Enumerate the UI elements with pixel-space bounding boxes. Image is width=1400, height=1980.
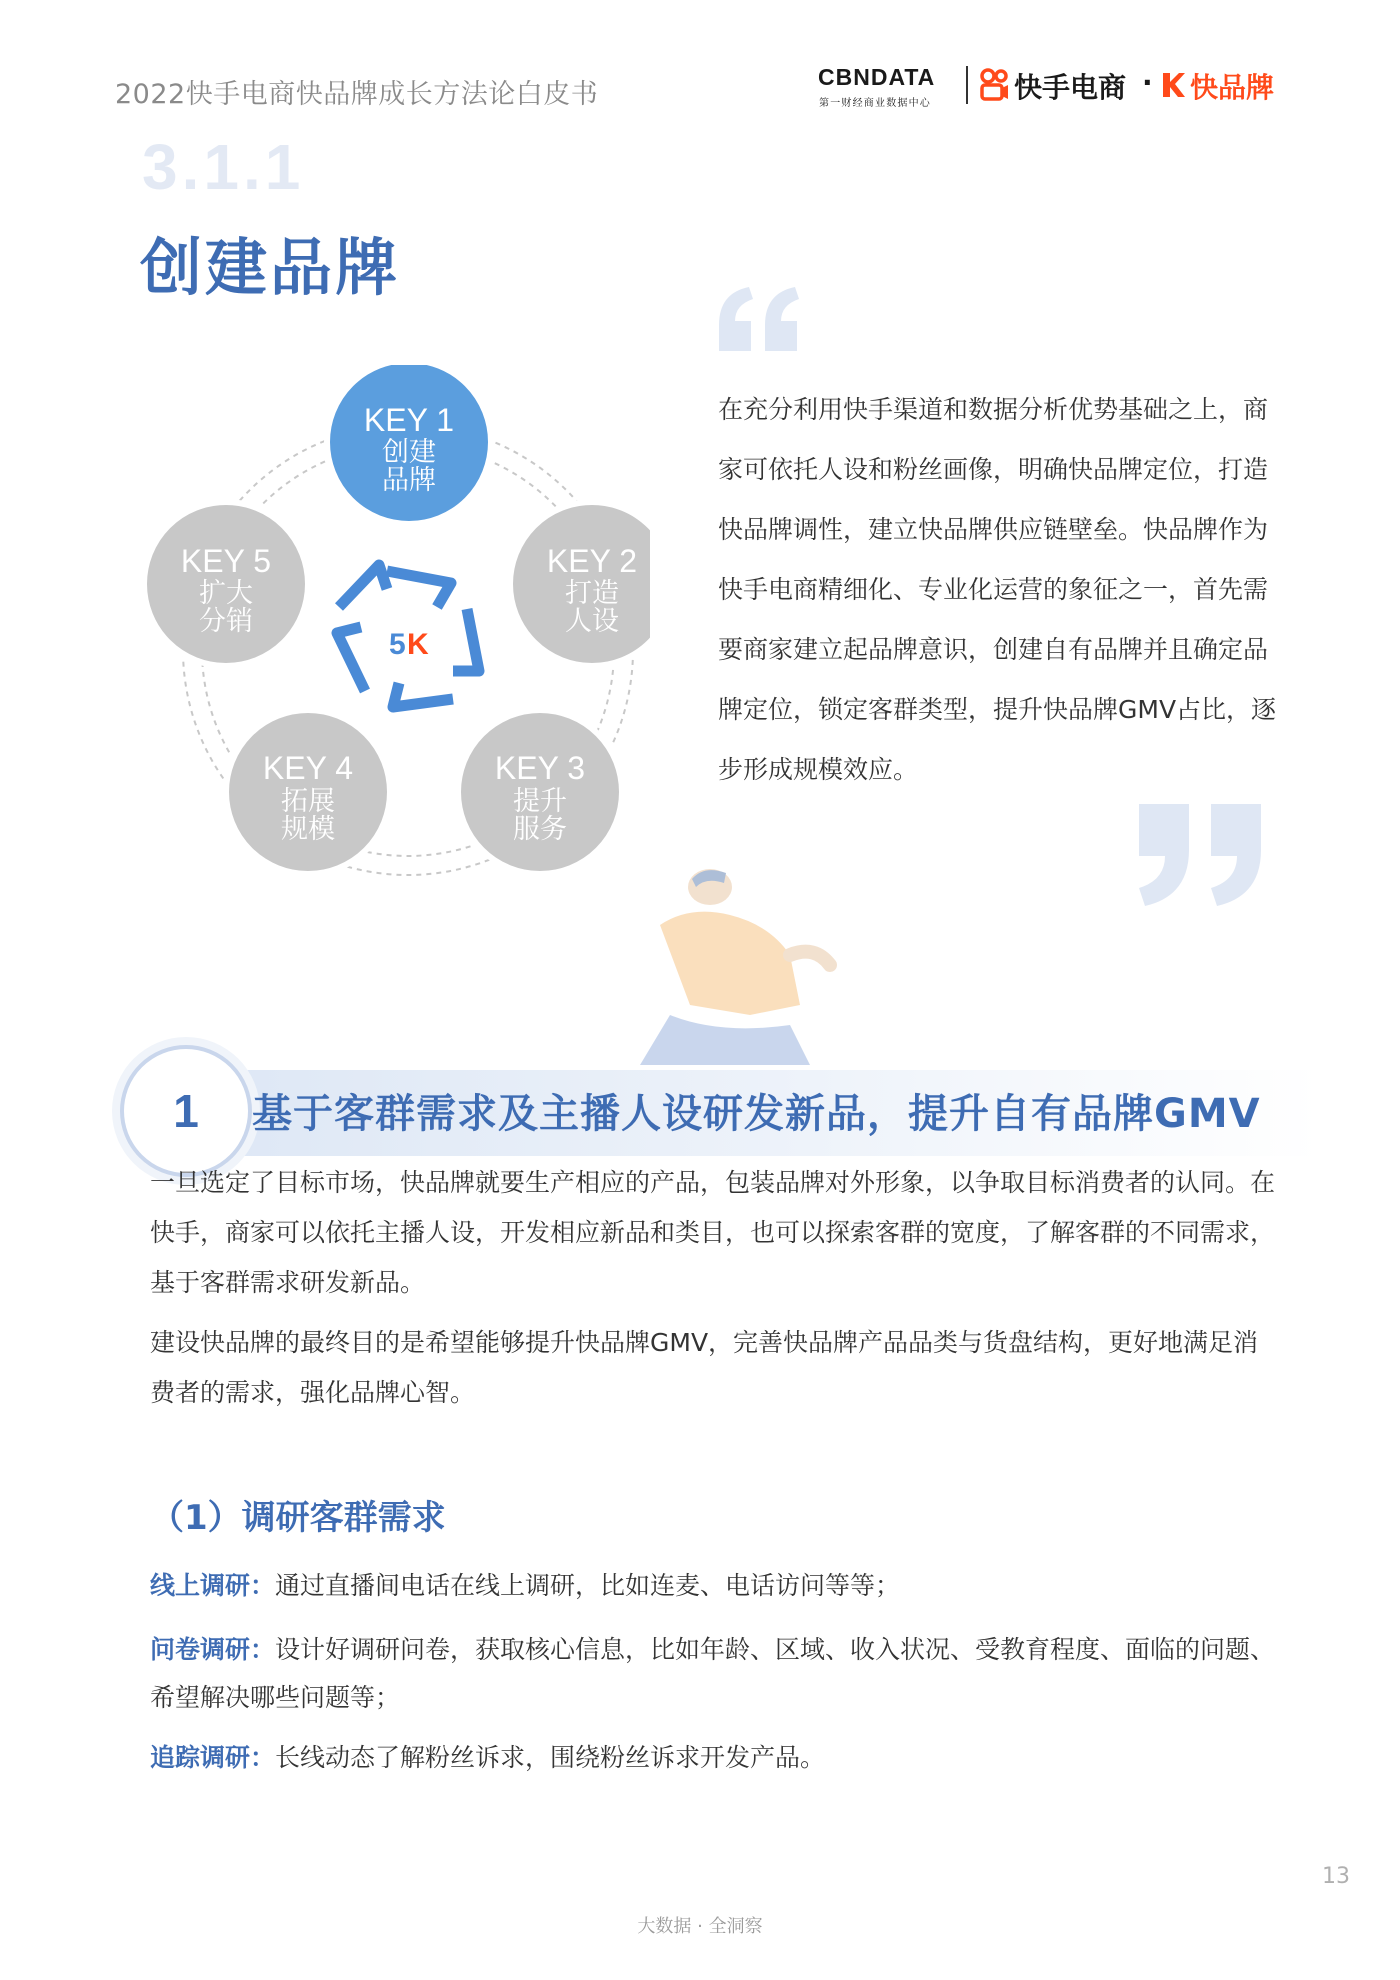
page-number: 13 xyxy=(1322,1864,1350,1889)
list-item-label: 问卷调研： xyxy=(150,1635,276,1664)
key-1-circle xyxy=(327,365,491,524)
subsection-title: （1）调研客群需求 xyxy=(150,1498,446,1538)
key-4-line2: 规模 xyxy=(281,814,335,845)
key-5-title: KEY 5 xyxy=(180,543,272,579)
list-item-label: 追踪调研： xyxy=(150,1743,276,1772)
brand-dot: · xyxy=(1142,66,1153,99)
section-title: 创建品牌 xyxy=(140,231,401,304)
five-k-logo-icon xyxy=(337,565,479,707)
five-keys-diagram xyxy=(130,365,650,909)
list-item xyxy=(150,1562,1280,1610)
key-5-line1: 扩大 xyxy=(199,578,253,609)
key-4-circle xyxy=(226,710,390,874)
brand-divider xyxy=(966,66,968,104)
key-4-line1: 拓展 xyxy=(281,786,335,817)
kuaishou-ecommerce-text: 快手电商 xyxy=(1014,71,1127,104)
key-2-title: KEY 2 xyxy=(546,543,638,579)
section-number: 3.1.1 xyxy=(142,131,305,203)
key-4-title: KEY 4 xyxy=(262,750,354,786)
key-3-title: KEY 3 xyxy=(494,750,586,786)
kuaipinpai-icon xyxy=(1160,70,1186,104)
open-quote-icon xyxy=(715,285,805,359)
key-2-circle xyxy=(510,502,650,666)
heading-number: 1 xyxy=(173,1085,199,1137)
brand-logos xyxy=(818,62,1288,112)
key-5-line2: 分销 xyxy=(199,606,253,637)
kuaishou-icon xyxy=(978,68,1010,106)
list-item-text: 通过直播间电话在线上调研，比如连麦、电话访问等等； xyxy=(275,1571,901,1600)
footer-tagline: 大数据 · 全洞察 xyxy=(637,1916,763,1937)
list-item-label: 线上调研： xyxy=(150,1571,276,1600)
key-2-line1: 打造 xyxy=(565,578,619,609)
key-3-line2: 服务 xyxy=(513,814,567,845)
heading-text: 基于客群需求及主播人设研发新品，提升自有品牌GMV xyxy=(252,1091,1261,1137)
key-1-line2: 品牌 xyxy=(382,465,436,496)
list-item xyxy=(150,1626,1280,1722)
key-3-circle xyxy=(458,710,622,874)
cbndata-logo: CBNDATA xyxy=(818,64,936,90)
close-quote-icon xyxy=(1135,800,1275,914)
body-paragraph-1: 一旦选定了目标市场，快品牌就要生产相应的产品，包装品牌对外形象，以争取目标消费者的认同。在快手，商家可以依托主播人设，开发相应新品和类目，也可以探索客群的宽度，了解客群的不同需求，基于客群需求研发新品。 xyxy=(150,1168,1276,1297)
five-k-label-5: 5 xyxy=(389,628,406,661)
kuaipinpai-text: 快品牌 xyxy=(1190,71,1275,104)
document-title: 2022快手电商快品牌成长方法论白皮书 xyxy=(115,79,599,110)
runner-illustration xyxy=(600,865,860,1069)
key-5-circle xyxy=(144,502,308,666)
cbndata-subtitle: 第一财经商业数据中心 xyxy=(819,98,931,109)
key-3-line1: 提升 xyxy=(513,786,567,817)
list-item-text: 设计好调研问卷，获取核心信息，比如年龄、区域、收入状况、受教育程度、面临的问题、希望解决哪些问题等； xyxy=(150,1635,1276,1712)
key-2-line2: 人设 xyxy=(565,606,619,637)
list-item-text: 长线动态了解粉丝诉求，围绕粉丝诉求开发产品。 xyxy=(275,1743,826,1772)
key-1-line1: 创建 xyxy=(382,437,436,468)
key-1-title: KEY 1 xyxy=(363,402,455,438)
five-k-label-k: K xyxy=(407,628,429,661)
list-item xyxy=(150,1734,1280,1782)
body-paragraph-2: 建设快品牌的最终目的是希望能够提升快品牌GMV，完善快品牌产品品类与货盘结构，更好地满足消费者的需求，强化品牌心智。 xyxy=(150,1328,1259,1407)
quote-paragraph: 在充分利用快手渠道和数据分析优势基础之上，商家可依托人设和粉丝画像，明确快品牌定位，打造快品牌调性，建立快品牌供应链壁垒。快品牌作为快手电商精细化、专业化运营的象征之一，首先需要商家建立起品牌意识，创建自有品牌并且确定品牌定位，锁定客群类型，提升快品牌GMV占比，逐步形成规模效应。 xyxy=(718,395,1277,784)
